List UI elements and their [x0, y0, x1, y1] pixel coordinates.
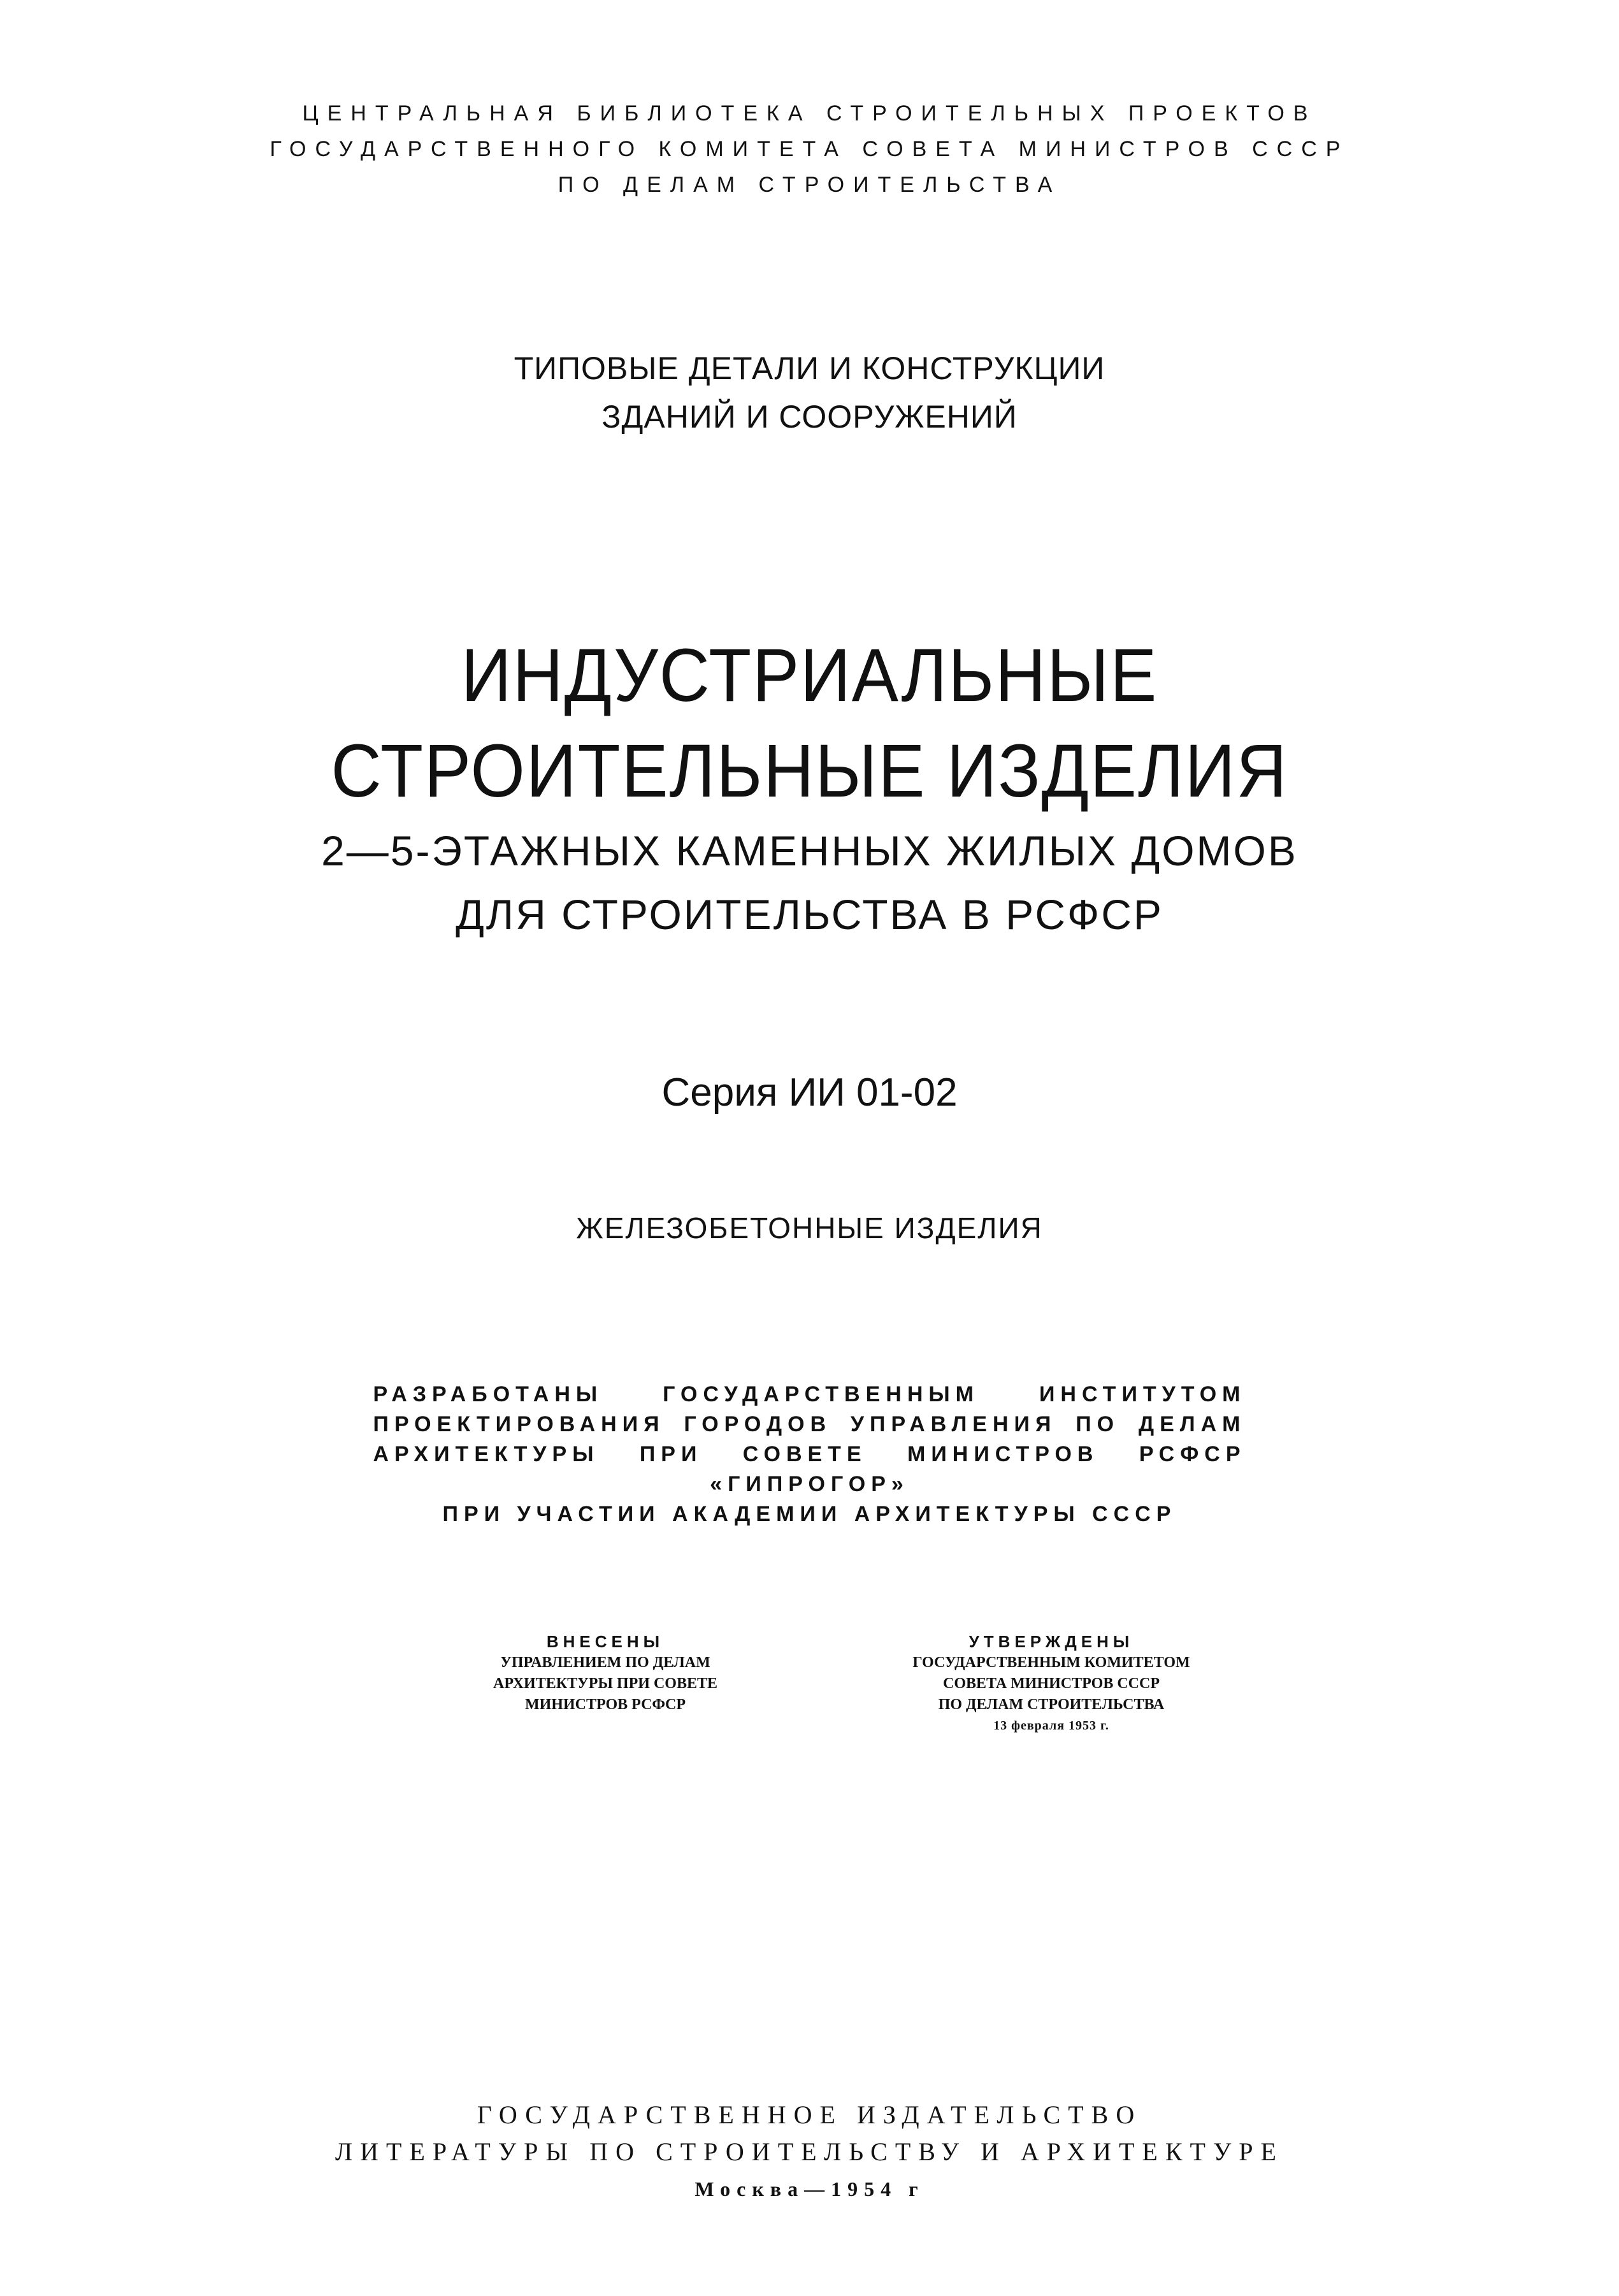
submitted-by [446, 1631, 765, 1715]
approved-line-2: СОВЕТА МИНИСТРОВ СССР [942, 1675, 1160, 1692]
subtitle [0, 819, 1619, 946]
submitted-line-1: УПРАВЛЕНИЕМ ПО ДЕЛАМ [500, 1654, 710, 1671]
publisher-line-1: ГОСУДАРСТВЕННОЕ ИЗДАТЕЛЬСТВО [477, 2100, 1142, 2129]
developed-line-3: АРХИТЕКТУРЫ ПРИ СОВЕТЕ МИНИСТРОВ РСФСР [373, 1442, 1246, 1466]
subtitle-line-2: ДЛЯ СТРОИТЕЛЬСТВА В РСФСР [456, 891, 1163, 938]
submitted-heading: ВНЕСЕНЫ [546, 1632, 665, 1651]
publisher-line-2: ЛИТЕРАТУРЫ ПО СТРОИТЕЛЬСТВУ И АРХИТЕКТУРЕ [335, 2137, 1284, 2166]
approved-heading: УТВЕРЖДЕНЫ [968, 1632, 1134, 1651]
series-number: Серия ИИ 01-02 [661, 1071, 958, 1115]
developed-line-2: ПРОЕКТИРОВАНИЯ ГОРОДОВ УПРАВЛЕНИЯ ПО ДЕЛАМ [373, 1412, 1246, 1436]
header-line-2: ГОСУДАРСТВЕННОГО КОМИТЕТА СОВЕТА МИНИСТРОВ СССР [270, 137, 1349, 161]
developed-line-1: РАЗРАБОТАНЫ ГОСУДАРСТВЕННЫМ ИНСТИТУТОМ [373, 1382, 1246, 1406]
developed-line-5: ПРИ УЧАСТИИ АКАДЕМИИ АРХИТЕКТУРЫ СССР [442, 1502, 1177, 1526]
publication-city-year: Москва—1954 г [694, 2177, 925, 2200]
approved-line-1: ГОСУДАРСТВЕННЫМ КОМИТЕТОМ [912, 1654, 1190, 1671]
subtitle-line-1: 2—5-ЭТАЖНЫХ КАМЕННЫХ ЖИЛЫХ ДОМОВ [321, 827, 1298, 874]
main-title [57, 628, 1562, 819]
series-caption-line-2: ЗДАНИЙ И СООРУЖЕНИЙ [601, 399, 1018, 435]
main-title-line-2: СТРОИТЕЛЬНЫЕ ИЗДЕЛИЯ [331, 729, 1288, 813]
publisher [0, 2097, 1619, 2207]
approved-by [860, 1631, 1242, 1736]
main-title-line-1: ИНДУСТРИАЛЬНЫЕ [461, 633, 1158, 718]
submitted-line-2: АРХИТЕКТУРЫ ПРИ СОВЕТЕ [493, 1675, 717, 1692]
developed-line-4: «ГИПРОГОР» [710, 1472, 909, 1496]
header-line-3: ПО ДЕЛАМ СТРОИТЕЛЬСТВА [558, 173, 1061, 197]
submitted-line-3: МИНИСТРОВ РСФСР [524, 1696, 686, 1713]
product-category: ЖЕЛЕЗОБЕТОННЫЕ ИЗДЕЛИЯ [576, 1211, 1043, 1245]
approval-date: 13 февраля 1953 г. [993, 1719, 1109, 1733]
series-caption-line-1: ТИПОВЫЕ ДЕТАЛИ И КОНСТРУКЦИИ [514, 350, 1105, 386]
header-line-1: ЦЕНТРАЛЬНАЯ БИБЛИОТЕКА СТРОИТЕЛЬНЫХ ПРОЕКТОВ [302, 101, 1317, 126]
library-header [0, 96, 1619, 203]
approved-line-3: ПО ДЕЛАМ СТРОИТЕЛЬСТВА [938, 1696, 1165, 1713]
developed-by [0, 1380, 1619, 1529]
series-caption [0, 344, 1619, 441]
